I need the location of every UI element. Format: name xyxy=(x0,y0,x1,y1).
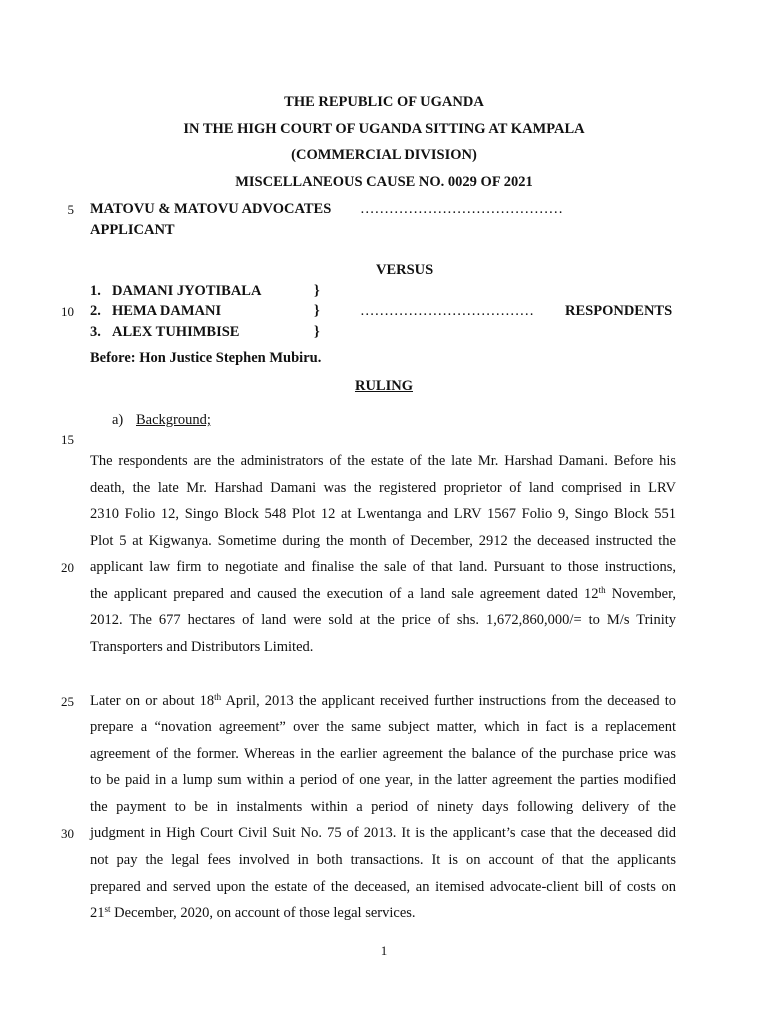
page-number: 1 xyxy=(380,943,388,958)
line-number: 25 xyxy=(61,694,74,709)
line-number: 5 xyxy=(67,202,74,217)
paragraph-line: Plot 5 at Kigwanya. Sometime during the month of December, 2912 the deceased instructed the xyxy=(90,533,676,549)
judge-line: Before: Hon Justice Stephen Mubiru. xyxy=(90,350,322,366)
text: November, xyxy=(605,586,676,602)
heading-cause-number: MISCELLANEOUS CAUSE NO. 0029 OF 2021 xyxy=(235,174,533,190)
paragraph-line xyxy=(90,585,676,603)
respondent-number: 1. xyxy=(90,283,101,299)
line-number: 20 xyxy=(61,560,74,575)
brace: } xyxy=(314,324,320,340)
applicant-dots: …………………………………… xyxy=(360,201,563,217)
versus: VERSUS xyxy=(376,262,434,278)
text: the applicant prepared and caused the execution of a land sale agreement dated 12 xyxy=(90,586,599,602)
respondent-name: HEMA DAMANI xyxy=(112,303,222,319)
superscript: th xyxy=(214,692,222,702)
paragraph-line: The respondents are the administrators of the estate of the late Mr. Harshad Damani. Before his xyxy=(90,453,676,469)
applicant-label: APPLICANT xyxy=(90,222,175,238)
paragraph-line: prepare a “novation agreement” over the same subject matter, which in fact is a replacement xyxy=(90,719,676,735)
brace: } xyxy=(314,283,320,299)
line-number: 10 xyxy=(61,304,74,319)
respondent-name: DAMANI JYOTIBALA xyxy=(112,283,262,299)
paragraph-line: not pay the legal fees involved in both transactions. It is on account of that the applicants xyxy=(90,852,676,868)
heading-division: (COMMERCIAL DIVISION) xyxy=(291,147,477,163)
paragraph-line: prepared and served upon the estate of the deceased, an itemised advocate-client bill of costs on xyxy=(90,879,676,895)
section-marker: a) xyxy=(112,412,124,428)
paragraph-line: agreement of the former. Whereas in the earlier agreement the balance of the purchase price was xyxy=(90,746,676,762)
superscript: th xyxy=(598,585,606,595)
paragraph-line: 2012. The 677 hectares of land were sold at the price of shs. 1,672,860,000/= to M/s Trinity xyxy=(90,612,676,628)
paragraph-line: Transporters and Distributors Limited. xyxy=(90,639,314,655)
respondent-name: ALEX TUHIMBISE xyxy=(112,324,240,340)
heading-court: IN THE HIGH COURT OF UGANDA SITTING AT KAMPALA xyxy=(183,121,585,137)
respondents-dots: ……………………………… xyxy=(360,303,534,319)
paragraph-line: 2310 Folio 12, Singo Block 548 Plot 12 at Lwentanga and LRV 1567 Folio 9, Singo Block 551 xyxy=(90,506,676,522)
line-number: 30 xyxy=(61,826,74,841)
text: April, 2013 the applicant received further instructions from the deceased to xyxy=(221,693,676,709)
text: Later on or about 18 xyxy=(90,693,215,709)
section-title-text: Background; xyxy=(136,412,211,428)
paragraph-line xyxy=(90,904,416,922)
paragraph-line: the payment to be in instalments within a period of ninety days following delivery of the xyxy=(90,799,676,815)
paragraph-line: death, the late Mr. Harshad Damani was the registered proprietor of land comprised in LRV xyxy=(90,480,676,496)
paragraph-line: judgment in High Court Civil Suit No. 75 of 2013. It is the applicant’s case that the deceased did xyxy=(90,825,676,841)
ruling-title-text: RULING xyxy=(354,378,413,394)
paragraph-line: to be paid in a lump sum within a period of one year, in the latter agreement the parties modified xyxy=(90,772,676,788)
brace: } xyxy=(314,303,320,319)
heading-republic: THE REPUBLIC OF UGANDA xyxy=(284,94,484,110)
text: 21 xyxy=(90,905,105,921)
ruling-title xyxy=(0,377,768,395)
superscript: st xyxy=(104,904,111,914)
applicant-name: MATOVU & MATOVU ADVOCATES xyxy=(90,201,332,217)
paragraph-line xyxy=(90,692,676,710)
line-number: 15 xyxy=(61,432,74,447)
respondent-number: 3. xyxy=(90,324,101,340)
section-title xyxy=(136,411,211,429)
respondents-label: RESPONDENTS xyxy=(565,303,673,319)
paragraph-line: applicant law firm to negotiate and finalise the sale of that land. Pursuant to those instructions, xyxy=(90,559,676,575)
text: December, 2020, on account of those legal services. xyxy=(110,905,416,921)
respondent-number: 2. xyxy=(90,303,101,319)
